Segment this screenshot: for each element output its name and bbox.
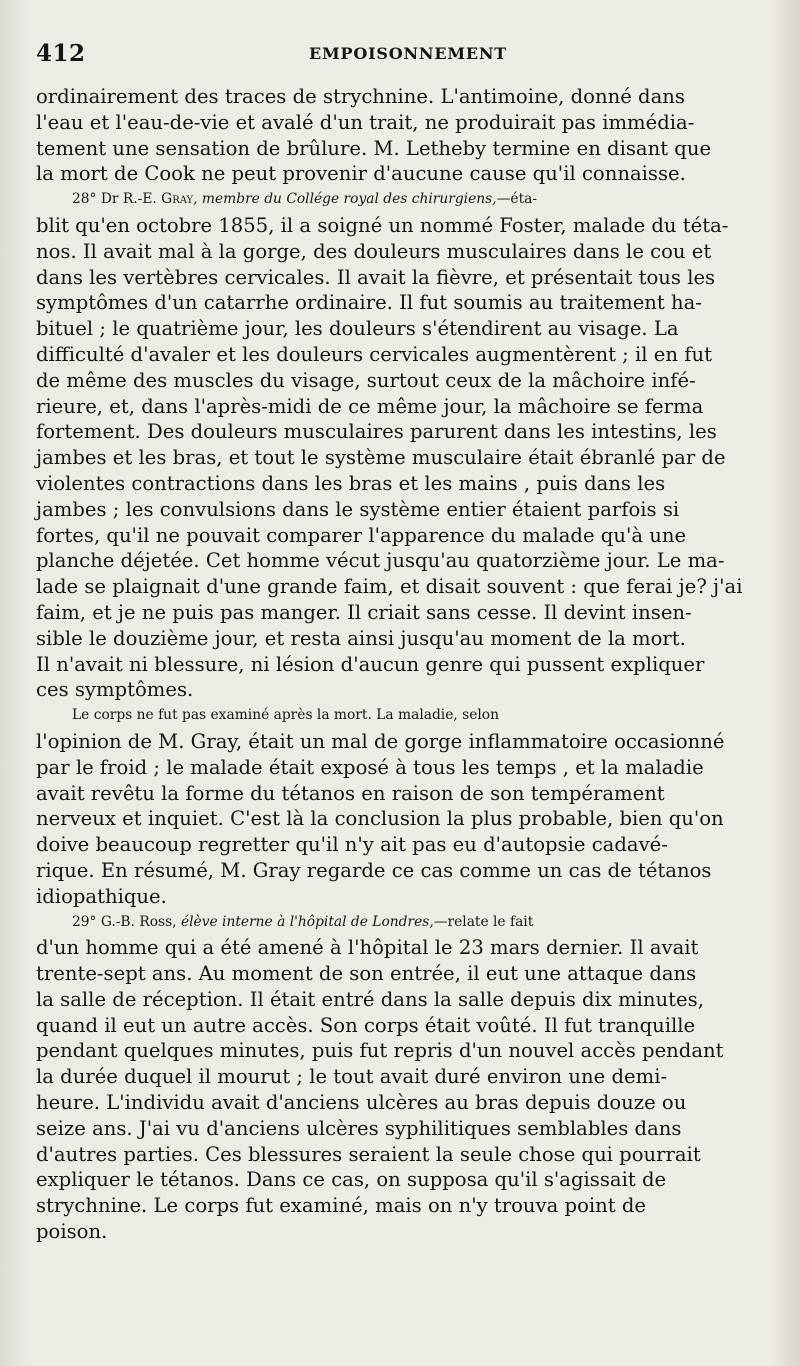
text-line: heure. L'individu avait d'anciens ulcères au bras depuis douze ou bbox=[36, 1091, 687, 1115]
text-line: d'un homme qui a été amené à l'hôpital le 23 mars dernier. Il avait bbox=[36, 936, 699, 960]
running-title: EMPOISONNEMENT bbox=[309, 44, 507, 63]
text-line: tement une sensation de brûlure. M. Letheby termine en disant que bbox=[36, 136, 712, 160]
entry-lead: 28° Dr R.-E. bbox=[72, 191, 162, 208]
text-line: la durée duquel il mourut ; le tout avait duré environ une demi- bbox=[36, 1065, 668, 1089]
text-line: planche déjetée. Cet homme vécut jusqu'au quatorzième jour. Le ma- bbox=[36, 549, 725, 573]
text-line: la salle de réception. Il était entré dans la salle depuis dix minutes, bbox=[36, 987, 704, 1011]
paragraph bbox=[36, 910, 764, 1245]
text-line: seize ans. J'ai vu d'anciens ulcères syphilitiques semblables dans bbox=[36, 1116, 682, 1140]
text-line: l'eau et l'eau-de-vie et avalé d'un trait, ne produirait pas immédia- bbox=[36, 110, 695, 134]
text-line: sible le douzième jour, et resta ainsi jusqu'au moment de la mort. bbox=[36, 626, 686, 650]
text-line: pendant quelques minutes, puis fut repris d'un nouvel accès pendant bbox=[36, 1039, 724, 1063]
text-line: l'opinion de M. Gray, était un mal de gorge inflammatoire occasionné bbox=[36, 729, 725, 753]
text-line bbox=[36, 187, 764, 213]
text-line: nerveux et inquiet. C'est là la conclusion la plus probable, bien qu'on bbox=[36, 807, 724, 831]
body-text bbox=[36, 84, 764, 1245]
paragraph bbox=[36, 84, 764, 187]
author-title: élève interne à l'hôpital de Londres, bbox=[180, 913, 434, 930]
text-line: faim, et je ne puis pas manger. Il criait sans cesse. Il devint insen- bbox=[36, 600, 692, 624]
author-title: , membre du Collége royal des chirurgiens, bbox=[193, 191, 497, 208]
text-line: rieure, et, dans l'après-midi de ce même jour, la mâchoire se ferma bbox=[36, 394, 704, 418]
entry-rest: —éta- bbox=[496, 191, 538, 208]
text-line: quand il eut un autre accès. Son corps était voûté. Il fut tranquille bbox=[36, 1013, 696, 1037]
paragraph bbox=[36, 187, 764, 703]
text-line: la mort de Cook ne peut provenir d'aucune cause qu'il connaisse. bbox=[36, 162, 686, 186]
text-line: Le corps ne fut pas examiné après la mort. La maladie, selon bbox=[72, 707, 499, 724]
text-line: symptômes d'un catarrhe ordinaire. Il fut soumis au traitement ha- bbox=[36, 291, 702, 315]
text-line: ces symptômes. bbox=[36, 678, 194, 702]
text-line: d'autres parties. Ces blessures seraient la seule chose qui pourrait bbox=[36, 1142, 701, 1166]
text-line: fortes, qu'il ne pouvait comparer l'apparence du malade qu'à une bbox=[36, 523, 687, 547]
text-line bbox=[36, 910, 764, 936]
page-header bbox=[36, 40, 764, 84]
entry-lead: 29° G.-B. Ross, bbox=[72, 913, 181, 930]
text-line: idiopathique. bbox=[36, 884, 167, 908]
page-number: 412 bbox=[36, 40, 86, 67]
text-line: rique. En résumé, M. Gray regarde ce cas comme un cas de tétanos bbox=[36, 858, 712, 882]
text-line: strychnine. Le corps fut examiné, mais on n'y trouva point de bbox=[36, 1194, 646, 1218]
text-line: fortement. Des douleurs musculaires parurent dans les intestins, les bbox=[36, 420, 717, 444]
text-line: trente-sept ans. Au moment de son entrée, il eut une attaque dans bbox=[36, 962, 697, 986]
text-line: par le froid ; le malade était exposé à tous les temps , et la maladie bbox=[36, 755, 704, 779]
text-line: dans les vertèbres cervicales. Il avait la fièvre, et présentait tous les bbox=[36, 265, 716, 289]
text-line: bituel ; le quatrième jour, les douleurs s'étendirent au visage. La bbox=[36, 317, 679, 341]
text-line: nos. Il avait mal à la gorge, des douleurs musculaires dans le cou et bbox=[36, 239, 712, 263]
text-line: lade se plaignait d'une grande faim, et disait souvent : que ferai je? j'ai bbox=[36, 575, 743, 599]
text-line: expliquer le tétanos. Dans ce cas, on supposa qu'il s'agissait de bbox=[36, 1168, 667, 1192]
author-name: Gray bbox=[161, 191, 194, 208]
paragraph bbox=[36, 703, 764, 909]
text-line: jambes ; les convulsions dans le système entier étaient parfois si bbox=[36, 497, 680, 521]
text-line: violentes contractions dans les bras et les mains , puis dans les bbox=[36, 471, 666, 495]
text-line: avait revêtu la forme du tétanos en raison de son tempérament bbox=[36, 781, 665, 805]
text-line: difficulté d'avaler et les douleurs cervicales augmentèrent ; il en fut bbox=[36, 342, 712, 366]
text-line: blit qu'en octobre 1855, il a soigné un nommé Foster, malade du téta- bbox=[36, 213, 729, 237]
entry-rest: —relate le fait bbox=[433, 913, 534, 930]
text-line: Il n'avait ni blessure, ni lésion d'aucun genre qui pussent expliquer bbox=[36, 652, 705, 676]
text-line: ordinairement des traces de strychnine. L'antimoine, donné dans bbox=[36, 85, 685, 108]
text-line: poison. bbox=[36, 1220, 108, 1244]
text-line: de même des muscles du visage, surtout ceux de la mâchoire infé- bbox=[36, 368, 696, 392]
text-line: doive beaucoup regretter qu'il n'y ait pas eu d'autopsie cadavé- bbox=[36, 833, 668, 857]
text-line: jambes et les bras, et tout le système musculaire était ébranlé par de bbox=[36, 446, 726, 470]
